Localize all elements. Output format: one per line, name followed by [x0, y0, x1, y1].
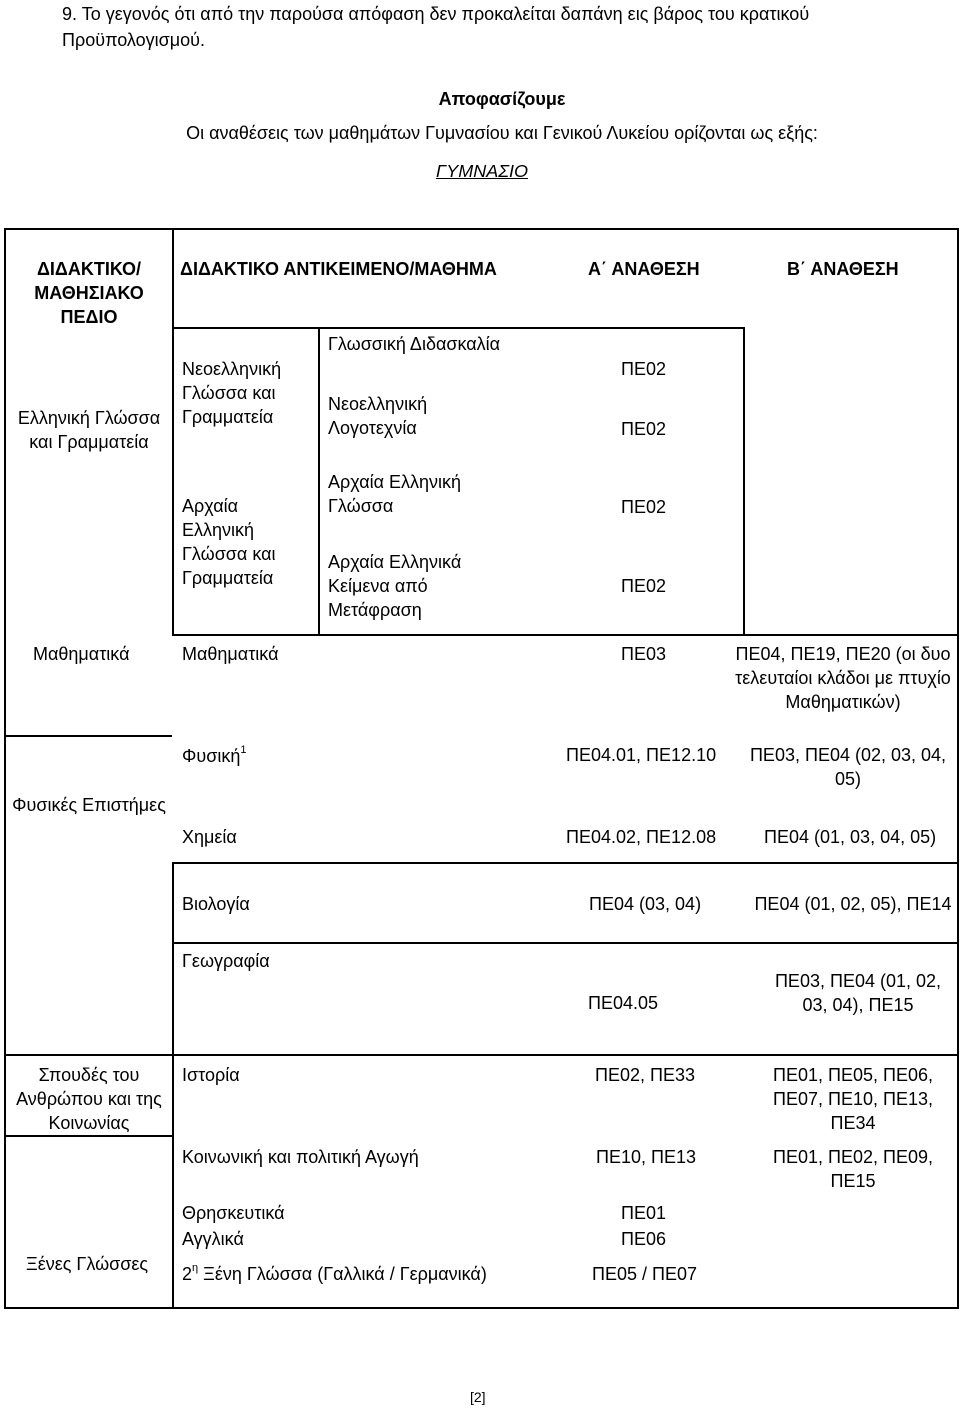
header-assignment-a: Α΄ ΑΝΑΘΕΣΗ — [588, 259, 700, 279]
field-languages: Ξένες Γλώσσες — [26, 1254, 149, 1274]
page-number: [2] — [470, 1389, 486, 1405]
subject-biology: Βιολογία — [182, 894, 250, 914]
physics-footnote: 1 — [240, 744, 247, 756]
assignment-a-ancient-language: ΠΕ02 — [621, 497, 667, 517]
header-subject: ΔΙΔΑΚΤΙΚΟ ΑΝΤΙΚΕΙΜΕΝΟ/ΜΑΘΗΜΑ — [180, 259, 497, 279]
assignment-b-chemistry: ΠΕ04 (01, 03, 04, 05) — [764, 827, 937, 847]
assignment-a-geography: ΠΕ04.05 — [588, 993, 659, 1013]
field-math: Μαθηματικά — [33, 644, 130, 664]
assignment-a-modern-literature: ΠΕ02 — [621, 419, 667, 439]
subject-religion: Θρησκευτικά — [182, 1203, 285, 1223]
assignment-b-civics: ΠΕ01, ΠΕ02, ΠΕ09, ΠΕ15 — [772, 1147, 934, 1191]
assignment-a-biology: ΠΕ04 (03, 04) — [589, 894, 702, 914]
field-social: Σπουδές του Ανθρώπου και της Κοινωνίας — [16, 1065, 162, 1133]
assignment-b-math: ΠΕ04, ΠΕ19, ΠΕ20 (οι δυο τελευταίοι κλάδοι με πτυχίο Μαθηματικών) — [735, 644, 951, 712]
assignment-a-religion: ΠΕ01 — [621, 1203, 667, 1223]
second-language-sup: η — [192, 1262, 199, 1274]
assignment-a-ancient-texts: ΠΕ02 — [621, 576, 667, 596]
subject-second-language: $2^\eta$ Ξένη Γλώσσα (Γαλλικά / Γερμανικά) — [182, 1262, 487, 1284]
assignment-a-chemistry: ΠΕ04.02, ΠΕ12.08 — [566, 827, 717, 847]
assignment-a-language-teaching: ΠΕ02 — [621, 359, 667, 379]
item-9-line-1: 9. Το γεγονός ότι από την παρούσα απόφαση δεν προκαλείται δαπάνη εις βάρος του κρατικού — [62, 4, 810, 24]
subject-physics: Φυσική$^1$ — [182, 744, 247, 766]
subject-math: Μαθηματικά — [182, 644, 279, 664]
field-greek: Ελληνική Γλώσσα και Γραμματεία — [17, 408, 161, 452]
subject-history: Ιστορία — [182, 1065, 240, 1085]
assignment-b-biology: ΠΕ04 (01, 02, 05), ΠΕ14 — [754, 894, 952, 914]
section-title: ΓΥΜΝΑΣΙΟ — [435, 161, 529, 181]
decision-subtitle: Οι αναθέσεις των μαθημάτων Γυμνασίου και Γενικού Λυκείου ορίζονται ως εξής: — [186, 123, 818, 143]
assignment-b-geography: ΠΕ03, ΠΕ04 (01, 02, 03, 04), ΠΕ15 — [774, 971, 942, 1015]
assignment-a-second-language: ΠΕ05 / ΠΕ07 — [592, 1264, 698, 1284]
assignment-a-history: ΠΕ02, ΠΕ33 — [595, 1065, 696, 1085]
header-field: ΔΙΔΑΚΤΙΚΟ/ ΜΑΘΗΣΙΑΚΟ ΠΕΔΙΟ — [34, 259, 144, 327]
subject-chemistry: Χημεία — [182, 827, 237, 847]
sub-ancient-texts: Αρχαία Ελληνικά Κείμενα από Μετάφραση — [328, 552, 462, 620]
sub-ancient-language: Αρχαία Ελληνική Γλώσσα — [328, 472, 462, 516]
assignment-a-civics: ΠΕ10, ΠΕ13 — [596, 1147, 697, 1167]
header-assignment-b: Β΄ ΑΝΑΘΕΣΗ — [787, 259, 899, 279]
field-science: Φυσικές Επιστήμες — [12, 795, 166, 815]
subject-modern-greek: Νεοελληνική Γλώσσα και Γραμματεία — [182, 359, 282, 427]
subject-english: Αγγλικά — [182, 1229, 244, 1249]
assignment-b-physics: ΠΕ03, ΠΕ04 (02, 03, 04, 05) — [749, 745, 947, 789]
decision-heading: Αποφασίζουμε — [438, 89, 566, 109]
subject-geography: Γεωγραφία — [182, 951, 270, 971]
assignment-a-math: ΠΕ03 — [621, 644, 667, 664]
item-9-line-2: Προϋπολογισμού. — [62, 30, 205, 50]
subject-ancient-greek: Αρχαία Ελληνική Γλώσσα και Γραμματεία — [182, 496, 276, 588]
sub-language-teaching: Γλωσσική Διδασκαλία — [328, 334, 501, 354]
assignment-a-english: ΠΕ06 — [621, 1229, 667, 1249]
assignment-b-history: ΠΕ01, ΠΕ05, ΠΕ06, ΠΕ07, ΠΕ10, ΠΕ13, ΠΕ34 — [772, 1065, 934, 1133]
sub-modern-literature: Νεοελληνική Λογοτεχνία — [328, 394, 428, 438]
assignment-a-physics: ΠΕ04.01, ΠΕ12.10 — [566, 745, 717, 765]
subject-civics: Κοινωνική και πολιτική Αγωγή — [182, 1147, 419, 1167]
